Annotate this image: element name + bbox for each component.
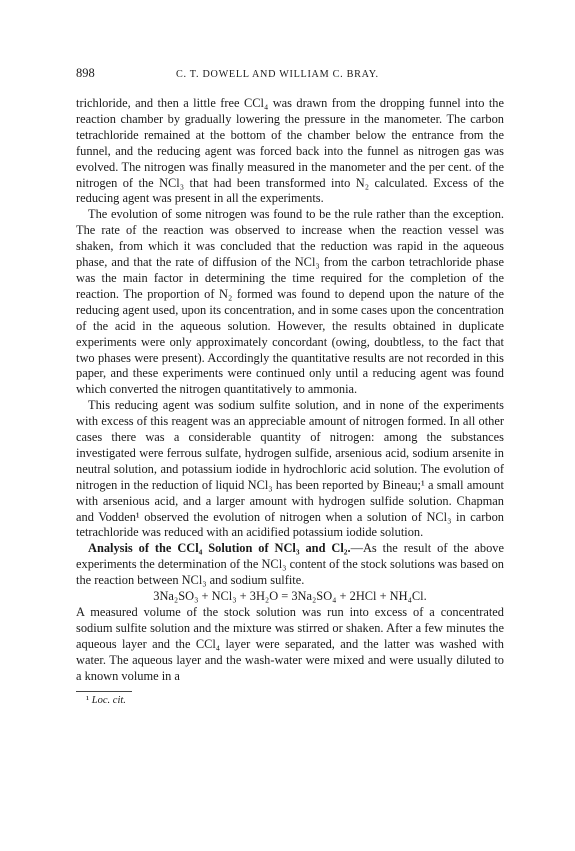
section-paragraph — [76, 541, 504, 589]
footnote-text: Loc. cit. — [91, 694, 126, 706]
footnote-marker: ¹ — [86, 694, 90, 706]
page-number: 898 — [76, 66, 95, 80]
chemical-equation: 3Na₂SO₃ + NCl₃ + 3H₂O = 3Na₂SO₄ + 2HCl + NH₄Cl. — [153, 589, 427, 604]
section-text: —As the result of the above experiments the determination of the NCl₃ content of the stock solutions was based on the reaction between NCl₃ and sodium sulfite. — [76, 541, 505, 588]
paragraph-continuation: trichloride, and then a little free CCl₄ was drawn from the dropping funnel into the reaction chamber by gradually lowering the pressure in the manometer. The carbon tetrachloride remained at the bottom of the chamber below the entrance from the funnel, and the reducing agent was forced back into the funnel as nitrogen gas was evolved. The nitrogen was finally measured in the manometer and the per cent. of the nitrogen of the NCl₃ that had been transformed into N₂ calculated. Excess of the reducing agent was present in all the experiments. — [76, 96, 504, 206]
paragraph-procedure: A measured volume of the stock solution was run into excess of a concentrated sodium sulfite solution and the mixture was stirred or shaken. After a few minutes the aqueous layer and the CCl₄ layer were separated, and the latter was washed with water. The aqueous layer and the wash-water were mixed and were usually diluted to a known volume in a — [76, 605, 504, 683]
section-heading: Analysis of the CCl₄ Solution of NCl₃ and Cl₂. — [88, 541, 351, 556]
running-head: C. T. DOWELL AND WILLIAM C. BRAY. — [176, 69, 379, 80]
paragraph-nitrogen-evolution: The evolution of some nitrogen was found to be the rule rather than the exception. The rate of the reaction was observed to increase when the reaction vessel was shaken, from which it was concluded that the reduction was rapid in the aqueous phase, and that the rate of diffusion of the NCl₃ from the carbon tetrachloride phase was the main factor in determining the time required for the completion of the reaction. The proportion of N₂ formed was found to depend upon the nature of the reducing agent used, upon its concentration, and in some cases upon the concentration of the acid in the aqueous solution. However, the results obtained in duplicate experiments were only approximately concordant (owing, doubtless, to the fact that two phases were present). Accordingly the quantitative results are not recorded in this paper, and these experiments were continued only until a reducing agent was found which converted the nitrogen quantitatively to ammonia. — [76, 207, 504, 397]
footnote-divider — [76, 691, 132, 692]
paragraph-reducing-agent: This reducing agent was sodium sulfite solution, and in none of the experiments with excess of this reagent was an appreciable amount of nitrogen formed. In all other cases there was a considerable quantity of nitrogen: among the substances investigated were ferrous sulfate, hydrogen sulfide, arsenious acid, sodium arsenite in neutral solution, and potassium iodide in hydrochloric acid solution. The evolution of nitrogen in the reduction of liquid NCl₃ has been reported by Bineau;¹ a small amount with arsenious acid, and a larger amount with hydrogen sulfide solution. Chapman and Vodden¹ observed the evolution of nitrogen when a solution of NCl₃ in carbon tetrachloride was reduced with an acidified potassium iodide solution. — [76, 398, 504, 540]
footnote — [76, 694, 504, 708]
journal-page — [76, 66, 504, 708]
page-header — [76, 66, 504, 96]
